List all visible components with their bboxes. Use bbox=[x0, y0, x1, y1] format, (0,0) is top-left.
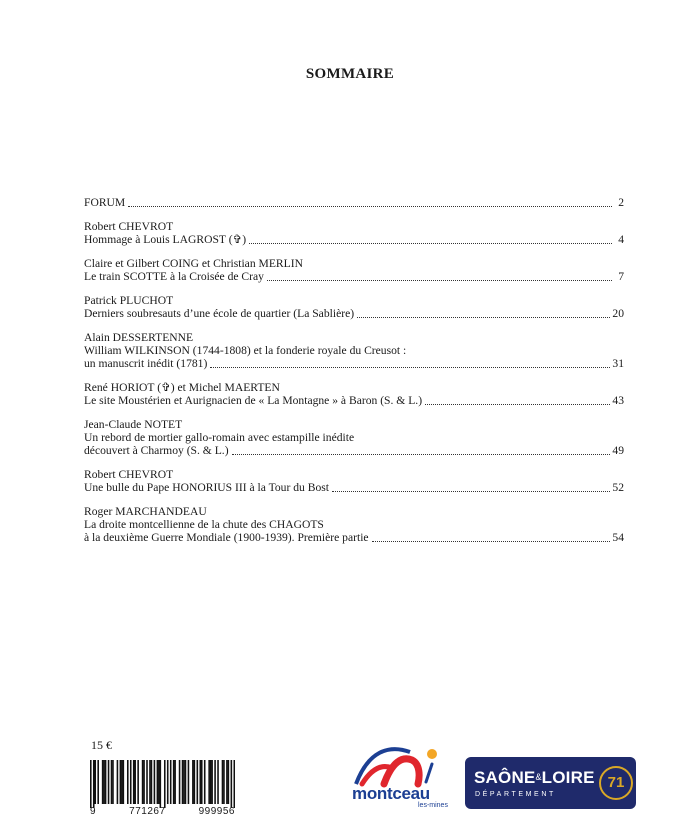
barcode-bar bbox=[154, 760, 156, 804]
toc-entry bbox=[84, 294, 624, 320]
toc-author: Alain DESSERTENNE bbox=[84, 331, 194, 344]
barcode-bar bbox=[111, 760, 113, 804]
toc-page-number: 4 bbox=[618, 233, 624, 246]
toc-entry bbox=[84, 468, 624, 494]
toc-page-number: 2 bbox=[618, 196, 624, 209]
barcode-bar bbox=[217, 760, 219, 804]
barcode-bar bbox=[112, 760, 114, 804]
toc-entry bbox=[84, 418, 624, 457]
dot-leader bbox=[267, 279, 612, 281]
toc-author: Roger MARCHANDEAU bbox=[84, 505, 207, 518]
toc-title-line: Un rebord de mortier gallo-romain avec estampille inédite bbox=[84, 431, 355, 444]
barcode-bar bbox=[231, 760, 233, 808]
saone-et-loire-logo bbox=[465, 757, 636, 809]
barcode-bar bbox=[142, 760, 144, 804]
barcode-bar bbox=[183, 760, 185, 804]
barcode-bar bbox=[117, 760, 119, 804]
barcode bbox=[90, 760, 235, 810]
barcode-bar bbox=[174, 760, 176, 804]
saone-logo-departement: DÉPARTEMENT bbox=[475, 791, 556, 798]
barcode-bar bbox=[134, 760, 136, 804]
barcode-bar bbox=[103, 760, 105, 804]
dot-leader bbox=[357, 316, 610, 318]
barcode-bar bbox=[197, 760, 199, 804]
price-label: 15 € bbox=[91, 738, 112, 752]
barcode-bar bbox=[120, 760, 122, 804]
barcode-bar bbox=[151, 760, 153, 804]
page-title: SOMMAIRE bbox=[305, 66, 395, 82]
barcode-bar bbox=[173, 760, 175, 804]
toc-page-number: 31 bbox=[612, 357, 624, 370]
barcode-bar bbox=[130, 760, 132, 804]
barcode-bar bbox=[214, 760, 216, 804]
barcode-bar bbox=[121, 760, 123, 804]
table-of-contents bbox=[84, 196, 624, 555]
barcode-digit-group-1: 771267 bbox=[129, 806, 166, 817]
toc-title-line: Hommage à Louis LAGROST (✞) bbox=[84, 233, 247, 246]
barcode-bar bbox=[211, 760, 213, 804]
dot-leader bbox=[210, 366, 610, 368]
barcode-bar bbox=[182, 760, 184, 804]
toc-author: René HORIOT (✞) et Michel MAERTEN bbox=[84, 381, 280, 394]
dot-leader bbox=[372, 540, 611, 542]
barcode-bar bbox=[222, 760, 224, 804]
barcode-bar bbox=[146, 760, 148, 804]
toc-author: Robert CHEVROT bbox=[84, 220, 174, 233]
toc-title-row bbox=[84, 444, 624, 457]
barcode-bar bbox=[123, 760, 125, 804]
toc-page-number: 20 bbox=[612, 307, 624, 320]
toc-title-line: Le site Moustérien et Aurignacien de « La Montagne » à Baron (S. & L.) bbox=[84, 394, 423, 407]
toc-page-number: 43 bbox=[612, 394, 624, 407]
dot-leader bbox=[332, 490, 610, 492]
barcode-bar bbox=[234, 760, 235, 808]
dot-leader bbox=[232, 453, 611, 455]
barcode-digit-prefix: 9 bbox=[90, 806, 97, 817]
toc-title-line: à la deuxième Guerre Mondiale (1900-1939). Première partie bbox=[84, 531, 369, 544]
montceau-logo-text: montceau bbox=[352, 784, 430, 803]
barcode-bar bbox=[160, 760, 162, 808]
toc-title-row bbox=[84, 531, 624, 544]
dot-leader bbox=[425, 403, 610, 405]
toc-author: Claire et Gilbert COING et Christian MERLIN bbox=[84, 257, 303, 270]
barcode-bar bbox=[137, 760, 139, 804]
barcode-bar bbox=[194, 760, 196, 804]
barcode-bar bbox=[143, 760, 145, 804]
toc-title-row bbox=[84, 481, 624, 494]
saone-logo-name: SAÔNE&LOIRE bbox=[474, 768, 595, 787]
barcode-bar bbox=[158, 760, 160, 804]
department-71-icon: 71 bbox=[599, 766, 633, 800]
toc-entry bbox=[84, 381, 624, 407]
barcode-bar bbox=[201, 760, 203, 804]
toc-title-line: William WILKINSON (1744-1808) et la fonderie royale du Creusot : bbox=[84, 344, 407, 357]
barcode-bar bbox=[192, 760, 194, 804]
toc-section-title: FORUM bbox=[84, 196, 126, 209]
dot-leader bbox=[128, 205, 612, 207]
barcode-bar bbox=[179, 760, 181, 804]
barcode-bar bbox=[93, 760, 95, 808]
barcode-bar bbox=[188, 760, 190, 804]
barcode-bar bbox=[185, 760, 187, 804]
barcode-bar bbox=[133, 760, 135, 804]
toc-entry bbox=[84, 331, 624, 370]
toc-title-line: La droite montcellienne de la chute des CHAGOTS bbox=[84, 518, 324, 531]
toc-title-line: Une bulle du Pape HONORIUS III à la Tour du Bost bbox=[84, 481, 329, 494]
toc-page-number: 49 bbox=[612, 444, 624, 457]
barcode-bar bbox=[210, 760, 212, 804]
barcode-bar bbox=[90, 760, 92, 808]
dot-leader bbox=[249, 242, 612, 244]
barcode-digits bbox=[90, 806, 235, 817]
barcode-bar bbox=[167, 760, 169, 804]
barcode-bar bbox=[164, 760, 166, 808]
barcode-bar bbox=[157, 760, 159, 804]
barcode-bar bbox=[97, 760, 99, 804]
barcode-bar bbox=[170, 760, 172, 804]
barcode-bar bbox=[105, 760, 107, 804]
barcode-bar bbox=[149, 760, 151, 804]
toc-title-row bbox=[84, 196, 624, 209]
toc-title-row bbox=[84, 307, 624, 320]
barcode-bar bbox=[226, 760, 228, 804]
toc-title-line: un manuscrit inédit (1781) bbox=[84, 357, 208, 370]
barcode-bar bbox=[223, 760, 225, 804]
toc-entry bbox=[84, 196, 624, 209]
barcode-bar bbox=[127, 760, 129, 804]
toc-title-line: Derniers soubresauts d’une école de quartier (La Sablière) bbox=[84, 307, 355, 320]
toc-author: Patrick PLUCHOT bbox=[84, 294, 174, 307]
barcode-bar bbox=[228, 760, 230, 804]
barcode-bar bbox=[102, 760, 104, 804]
barcode-bar bbox=[108, 760, 110, 804]
toc-entry bbox=[84, 220, 624, 246]
barcode-bar bbox=[208, 760, 210, 804]
toc-title-row bbox=[84, 270, 624, 283]
toc-page-number: 52 bbox=[612, 481, 624, 494]
toc-entry bbox=[84, 257, 624, 283]
toc-entry bbox=[84, 505, 624, 544]
montceau-logo-subtext: les-mines bbox=[418, 802, 448, 809]
toc-title-row bbox=[84, 394, 624, 407]
toc-title-row bbox=[84, 233, 624, 246]
toc-title-row bbox=[84, 357, 624, 370]
barcode-bar bbox=[204, 760, 206, 804]
toc-author: Jean-Claude NOTET bbox=[84, 418, 183, 431]
barcode-digit-group-2: 999956 bbox=[198, 806, 235, 817]
toc-author: Robert CHEVROT bbox=[84, 468, 174, 481]
toc-page-number: 7 bbox=[618, 270, 624, 283]
barcode-bar bbox=[199, 760, 201, 804]
toc-title-line: découvert à Charmoy (S. & L.) bbox=[84, 444, 229, 457]
toc-page-number: 54 bbox=[612, 531, 624, 544]
toc-title-line: Le train SCOTTE à la Croisée de Cray bbox=[84, 270, 264, 283]
barcode-bar bbox=[94, 760, 96, 804]
